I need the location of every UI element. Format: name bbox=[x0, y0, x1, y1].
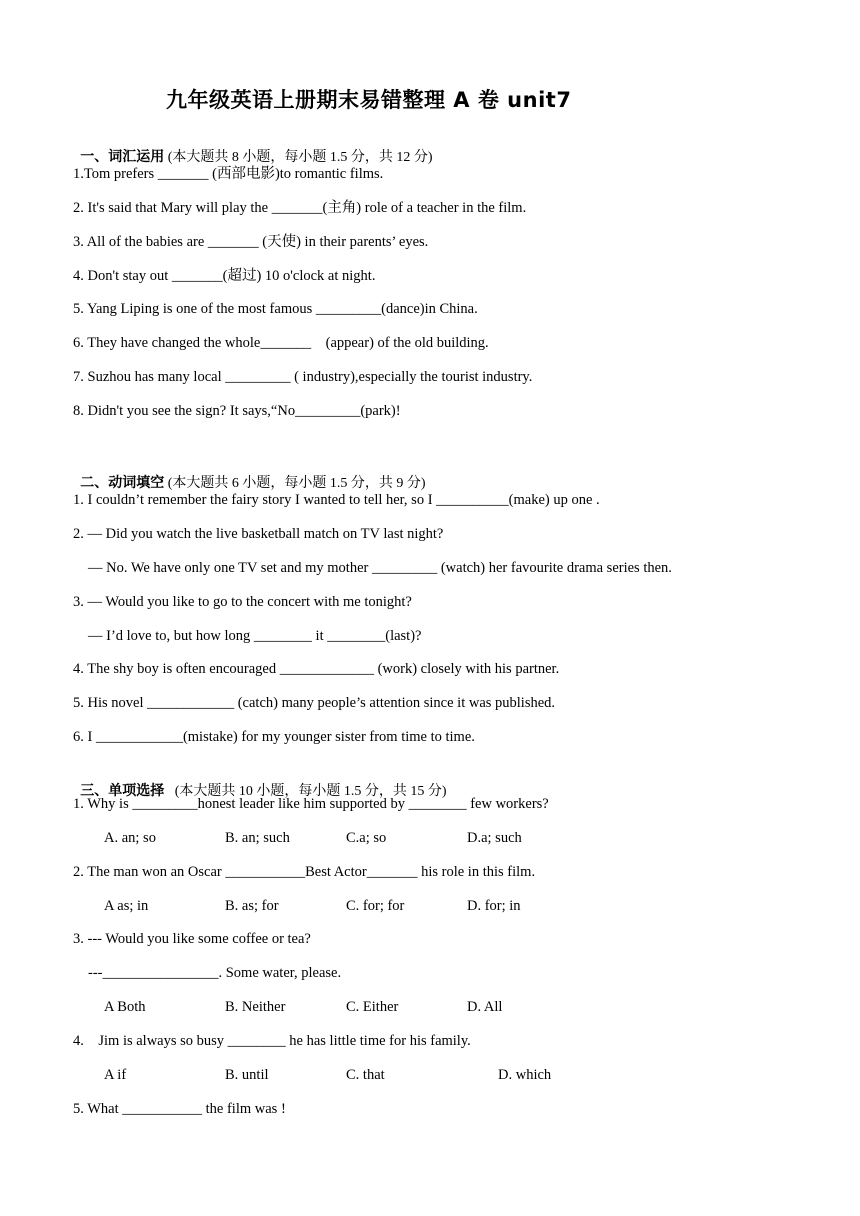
section-heading-vocabulary bbox=[73, 127, 433, 168]
question-line: ---________________. Some water, please. bbox=[88, 965, 342, 981]
question-line: 6. They have changed the whole_______ (appear) of the old building. bbox=[73, 335, 489, 351]
option-a: A Both bbox=[104, 999, 146, 1015]
option-c: C. for; for bbox=[346, 898, 405, 914]
option-d: D. All bbox=[467, 999, 503, 1015]
question-line: 4. The shy boy is often encouraged _____________ (work) closely with his partner. bbox=[73, 661, 560, 677]
section-note: (本大题共 6 小题，每小题 1.5 分，共 9 分) bbox=[164, 476, 426, 491]
option-b: B. an; such bbox=[225, 830, 290, 846]
question-line: 1. Why is _________honest leader like him supported by ________ few workers? bbox=[73, 796, 549, 812]
option-a: A as; in bbox=[104, 898, 149, 914]
option-a: A if bbox=[104, 1067, 127, 1083]
option-b: B. Neither bbox=[225, 999, 286, 1015]
section-label: 二、动词填空 bbox=[80, 475, 165, 491]
question-line: 2. The man won an Oscar ___________Best Actor_______ his role in this film. bbox=[73, 864, 536, 880]
section-label: 一、词汇运用 bbox=[80, 149, 165, 165]
question-line: 5. His novel ____________ (catch) many people’s attention since it was published. bbox=[73, 695, 556, 711]
question-line: 1.Tom prefers _______ (西部电影)to romantic films. bbox=[73, 166, 384, 182]
section-label: 三、单项选择 bbox=[80, 783, 165, 799]
option-d: D. which bbox=[498, 1067, 552, 1083]
question-line: 1. I couldn’t remember the fairy story I wanted to tell her, so I __________(make) up one . bbox=[73, 492, 600, 508]
option-b: B. as; for bbox=[225, 898, 279, 914]
option-a: A. an; so bbox=[104, 830, 156, 846]
option-c: C.a; so bbox=[346, 830, 387, 846]
option-c: C. that bbox=[346, 1067, 385, 1083]
question-line: 3. — Would you like to go to the concert with me tonight? bbox=[73, 594, 412, 610]
option-d: D.a; such bbox=[467, 830, 522, 846]
question-line: 2. It's said that Mary will play the _______(主角) role of a teacher in the film. bbox=[73, 200, 527, 216]
question-line: 2. — Did you watch the live basketball match on TV last night? bbox=[73, 526, 444, 542]
question-line: 4. Don't stay out _______(超过) 10 o'clock at night. bbox=[73, 268, 376, 284]
question-line: 8. Didn't you see the sign? It says,“No_________(park)! bbox=[73, 403, 401, 419]
section-note: (本大题共 10 小题，每小题 1.5 分，共 15 分) bbox=[164, 784, 447, 799]
question-line: 5. Yang Liping is one of the most famous _________(dance)in China. bbox=[73, 301, 478, 317]
section-heading-verbs bbox=[73, 453, 426, 494]
question-line: 3. All of the babies are _______ (天使) in their parents’ eyes. bbox=[73, 234, 429, 250]
question-line: 3. --- Would you like some coffee or tea? bbox=[73, 931, 311, 947]
question-line: — I’d love to, but how long ________ it ________(last)? bbox=[88, 628, 422, 644]
question-line: 7. Suzhou has many local _________ ( industry),especially the tourist industry. bbox=[73, 369, 533, 385]
question-line: — No. We have only one TV set and my mother _________ (watch) her favourite drama series then. bbox=[88, 560, 672, 576]
option-d: D. for; in bbox=[467, 898, 521, 914]
question-line: 4. Jim is always so busy ________ he has little time for his family. bbox=[73, 1033, 471, 1049]
question-line: 6. I ____________(mistake) for my younger sister from time to time. bbox=[73, 729, 475, 745]
page-title: 九年级英语上册期末易错整理 A 卷 unit7 bbox=[166, 88, 572, 112]
question-line: 5. What ___________ the film was ! bbox=[73, 1101, 286, 1117]
option-c: C. Either bbox=[346, 999, 399, 1015]
option-b: B. until bbox=[225, 1067, 269, 1083]
section-note: (本大题共 8 小题，每小题 1.5 分，共 12 分) bbox=[164, 150, 433, 165]
